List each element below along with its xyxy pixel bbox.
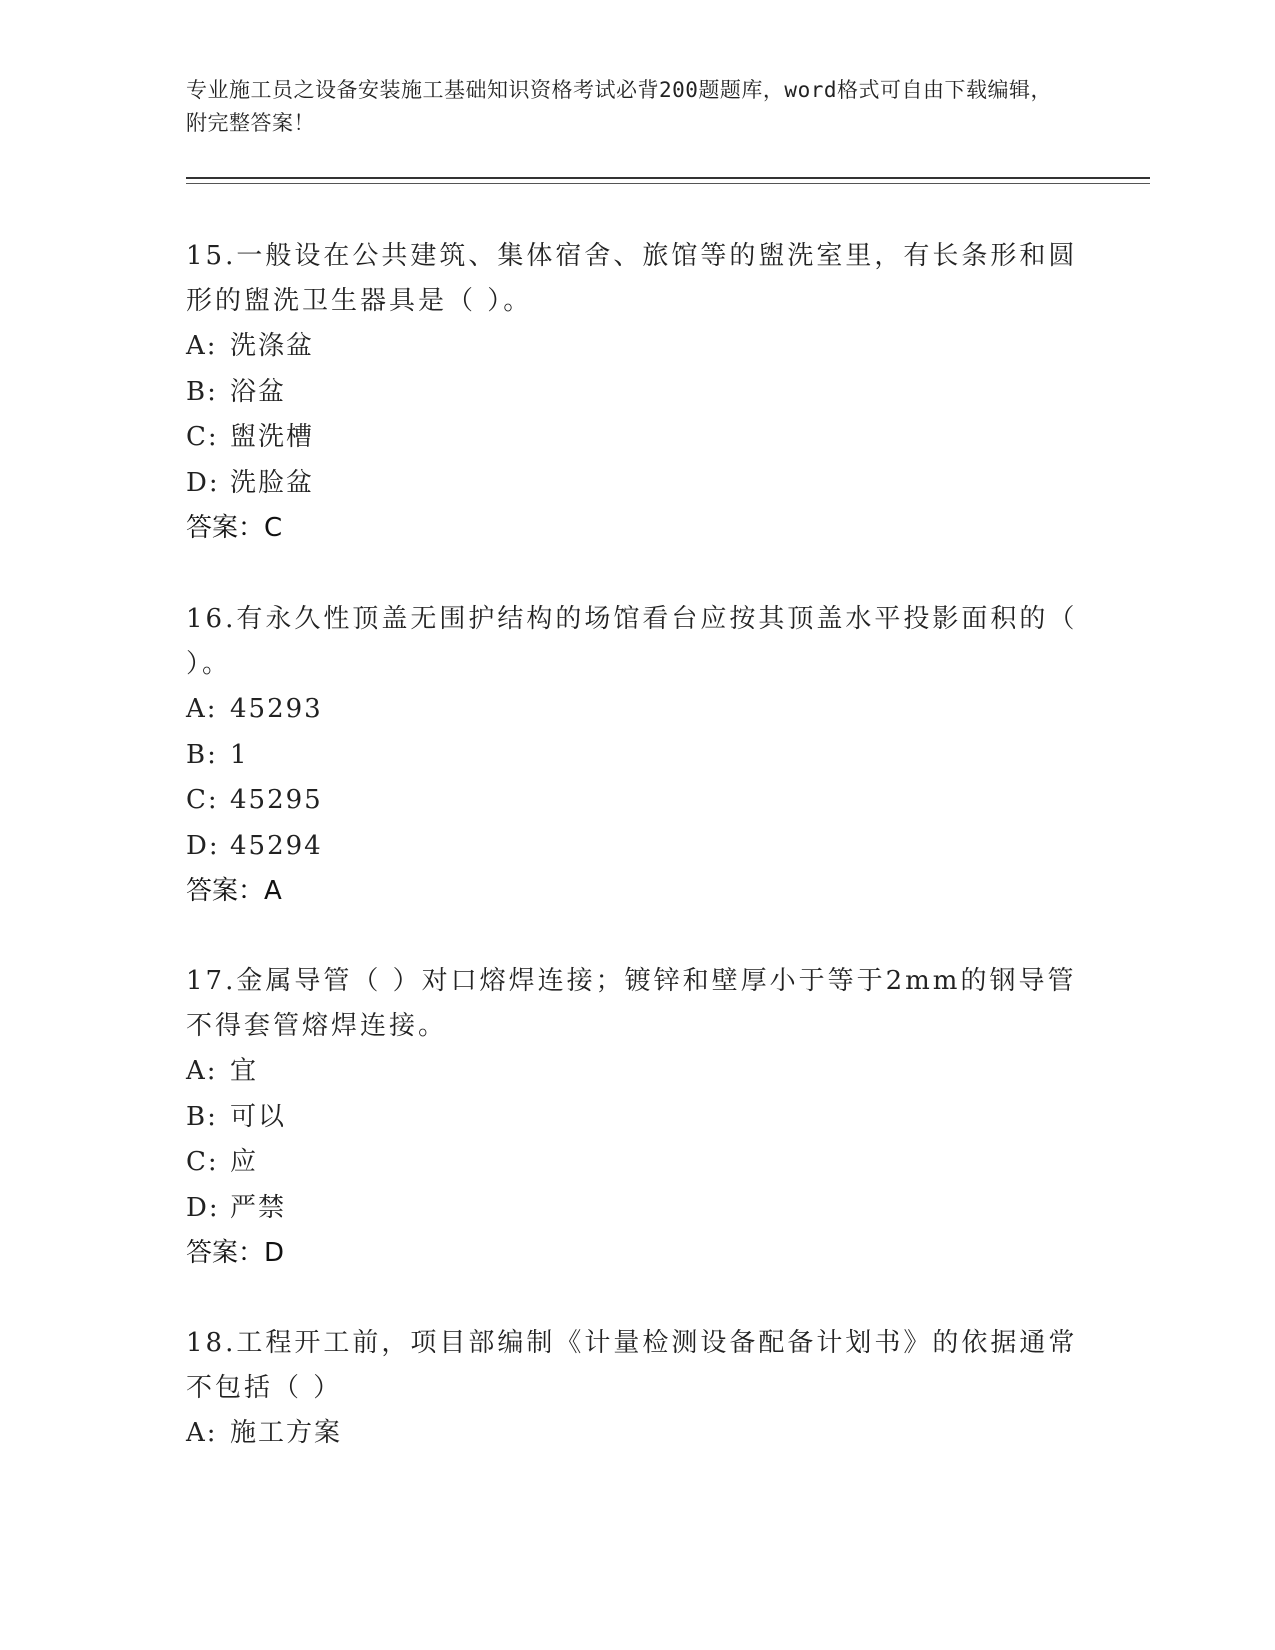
option-text: 宜: [230, 1056, 259, 1086]
option-text: 洗脸盆: [230, 467, 315, 498]
option-text: 浴盆: [230, 376, 287, 407]
option-letter: A:: [186, 694, 218, 724]
option-letter: D:: [186, 467, 220, 498]
option-letter: A:: [186, 1056, 218, 1086]
option-text: 施工方案: [230, 1418, 343, 1448]
option-text: 盥洗槽: [230, 422, 315, 452]
option-c: [186, 415, 1086, 461]
question-17: [186, 959, 1086, 1277]
option-letter: B:: [186, 739, 218, 770]
option-letter: D:: [186, 830, 220, 861]
option-a: [186, 1049, 1086, 1095]
option-c: [186, 1140, 1086, 1186]
option-letter: B:: [186, 376, 218, 407]
option-text: 1: [230, 739, 249, 770]
question-stem: 15.一般设在公共建筑、集体宿舍、旅馆等的盥洗室里，有长条形和圆形的盥洗卫生器具是（ ）。: [186, 241, 1078, 316]
option-letter: C:: [186, 785, 219, 815]
option-d: [186, 824, 1086, 870]
option-letter: C:: [186, 422, 219, 452]
option-letter: C:: [186, 1147, 219, 1177]
option-c: [186, 778, 1086, 824]
option-a: [186, 324, 1086, 370]
question-16: [186, 597, 1086, 915]
option-text: 45295: [230, 785, 323, 815]
option-text: 45294: [230, 830, 323, 861]
answer-line: 答案：C: [186, 513, 283, 543]
answer-line: 答案：D: [186, 1238, 285, 1268]
option-text: 洗涤盆: [230, 331, 315, 361]
option-text: 45293: [230, 694, 323, 724]
option-letter: B:: [186, 1101, 218, 1132]
option-b: [186, 370, 1086, 416]
option-letter: A:: [186, 1418, 218, 1448]
question-stem: 18.工程开工前，项目部编制《计量检测设备配备计划书》的依据通常不包括（ ）: [186, 1328, 1078, 1403]
option-d: [186, 461, 1086, 507]
question-18: [186, 1321, 1086, 1457]
option-letter: A:: [186, 331, 218, 361]
question-15: [186, 234, 1086, 552]
option-text: 严禁: [230, 1192, 287, 1223]
question-stem: 17.金属导管（ ）对口熔焊连接；镀锌和壁厚小于等于2mm的钢导管不得套管熔焊连接。: [186, 966, 1077, 1041]
header-divider-thin: [186, 183, 1150, 184]
answer-line: 答案：A: [186, 876, 282, 906]
option-text: 应: [230, 1147, 259, 1177]
header-divider-thick: [186, 177, 1150, 179]
option-a: [186, 687, 1086, 733]
option-letter: D:: [186, 1192, 220, 1223]
option-text: 可以: [230, 1101, 287, 1132]
question-stem: 16.有永久性顶盖无围护结构的场馆看台应按其顶盖水平投影面积的（ ）。: [186, 604, 1078, 679]
option-b: [186, 1095, 1086, 1141]
option-a: [186, 1411, 1086, 1457]
option-d: [186, 1186, 1086, 1232]
option-b: [186, 733, 1086, 779]
document-header: 专业施工员之设备安装施工基础知识资格考试必背200题题库，word格式可自由下载编辑，附完整答案！: [186, 78, 1052, 135]
